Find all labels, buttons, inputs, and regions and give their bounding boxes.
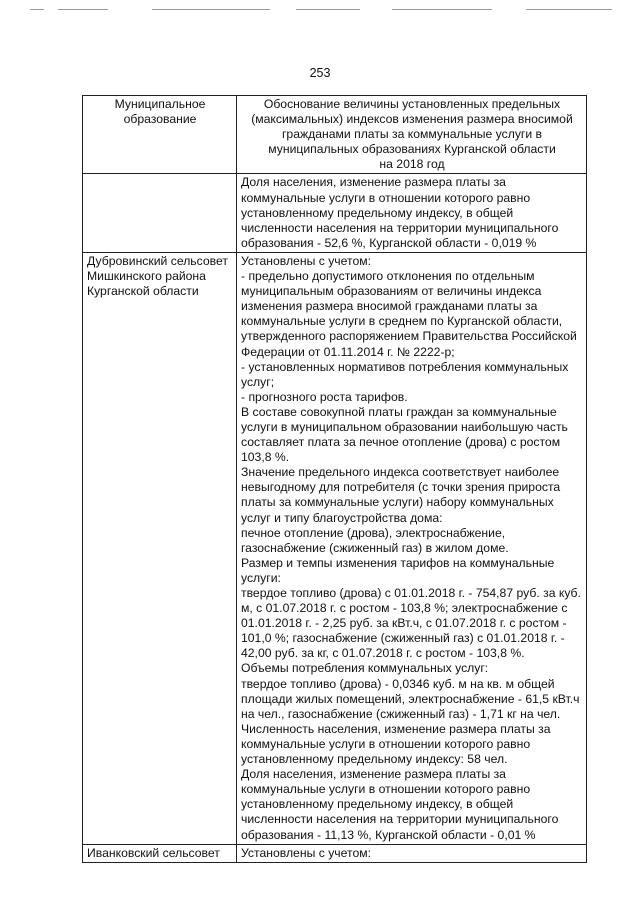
- municipality-name-ivankovsky: Иванковский сельсовет: [87, 845, 220, 860]
- table-row: [83, 252, 587, 844]
- header-justification: [237, 96, 587, 174]
- header-year: на 2018 год: [379, 157, 445, 172]
- paragraph: Численность населения, изменение размера платы за коммунальные услуги в отношении которого равно установленному предельному индексу: 58 чел.: [241, 721, 551, 767]
- scan-artifact-line: [392, 9, 492, 10]
- paragraph: печное отопление (дрова), электроснабжение, газоснабжение (сжиженный газ) в жилом доме.: [241, 525, 509, 555]
- scan-artifact-line: [152, 9, 270, 10]
- table-header-row: [83, 96, 587, 174]
- paragraph: твердое топливо (дрова) - 0,0346 куб. м на кв. м общей площади жилых помещений, электроснабжение - 61,5 кВт.ч на чел., газоснабжение (сжиженный газ) - 1,71 кг на чел.: [241, 676, 580, 721]
- scan-artifact-line: [58, 9, 108, 10]
- justification-cell: [237, 844, 587, 862]
- continuation-cell: [237, 174, 587, 252]
- scan-artifact-line: [296, 9, 360, 10]
- paragraph: В составе совокупной платы граждан за коммунальные услуги в муниципальном образовании наибольшую часть составляет плата за печное отопление (дрова) с ростом 103,8 %.: [241, 404, 568, 465]
- table-row: [83, 174, 587, 252]
- paragraph: Установлены с учетом:: [241, 845, 371, 860]
- paragraph: - прогнозного роста тарифов.: [241, 389, 408, 404]
- paragraph: Объемы потребления коммунальных услуг:: [241, 661, 489, 676]
- municipality-cell-empty: [83, 174, 237, 252]
- municipality-cell: [83, 252, 237, 844]
- scan-artifact-line: [30, 9, 44, 10]
- paragraph: - установленных нормативов потребления коммунальных услуг;: [241, 359, 569, 389]
- justification-cell: [237, 252, 587, 844]
- municipality-name-dubrovinsky: Дубровинский сельсовет Мишкинского района Курганской области: [87, 253, 228, 299]
- paragraph: - предельно допустимого отклонения по отдельным муниципальным образованиям от величины индекса изменения размера вносимой гражданами платы за коммунальные услуги в среднем по Курганской области, утвержденного распоряжением Правительства Российской Федерации от 01.11.2014 г. № 2222-р;: [241, 269, 577, 359]
- table-row: [83, 844, 587, 862]
- justification-table: [82, 95, 587, 863]
- header-justification-title: Обоснование величины установленных предельных (максимальных) индексов изменения размера вносимой гражданами платы за коммунальные услуги в муниципальных образованиях Курганской области: [251, 97, 573, 157]
- continuation-text: Доля населения, изменение размера платы за коммунальные услуги в отношении которого равно установленному предельному индексу, в общей численности населения на территории муниципального образования - 52,6 %, Курганской области - 0,019 %: [241, 175, 559, 250]
- paragraph: твердое топливо (дрова) с 01.01.2018 г. - 754,87 руб. за куб. м, с 01.07.2018 г. с ростом - 103,8 %; электроснабжение с 01.01.2018 г. - 2,25 руб. за кВт.ч, с 01.07.2018 г. с ростом - 101,0 %; газоснабжение (сжиженный газ) с 01.01.2018 г. - 42,00 руб. за кг, с 01.07.2018 г. с ростом - 103,8 %.: [241, 586, 581, 661]
- paragraph: Установлены с учетом:: [241, 253, 371, 268]
- header-municipality: [83, 96, 237, 174]
- paragraph: Доля населения, изменение размера платы за коммунальные услуги в отношении которого равно установленному предельному индексу, в общей численности населения на территории муниципального образования - 11,13 %, Курганской области - 0,01 %: [241, 767, 559, 842]
- header-municipality-label: Муниципальное образование: [114, 97, 206, 127]
- page-number: 253: [309, 66, 331, 80]
- paragraph: Значение предельного индекса соответствует наиболее невыгодному для потребителя (с точки зрения прироста платы за коммунальные услуги) набору коммунальных услуг и типу благоустройства дома:: [241, 465, 561, 525]
- paragraph: Размер и темпы изменения тарифов на коммунальные услуги:: [241, 555, 555, 585]
- scan-artifact-line: [526, 9, 612, 10]
- municipality-cell: [83, 844, 237, 862]
